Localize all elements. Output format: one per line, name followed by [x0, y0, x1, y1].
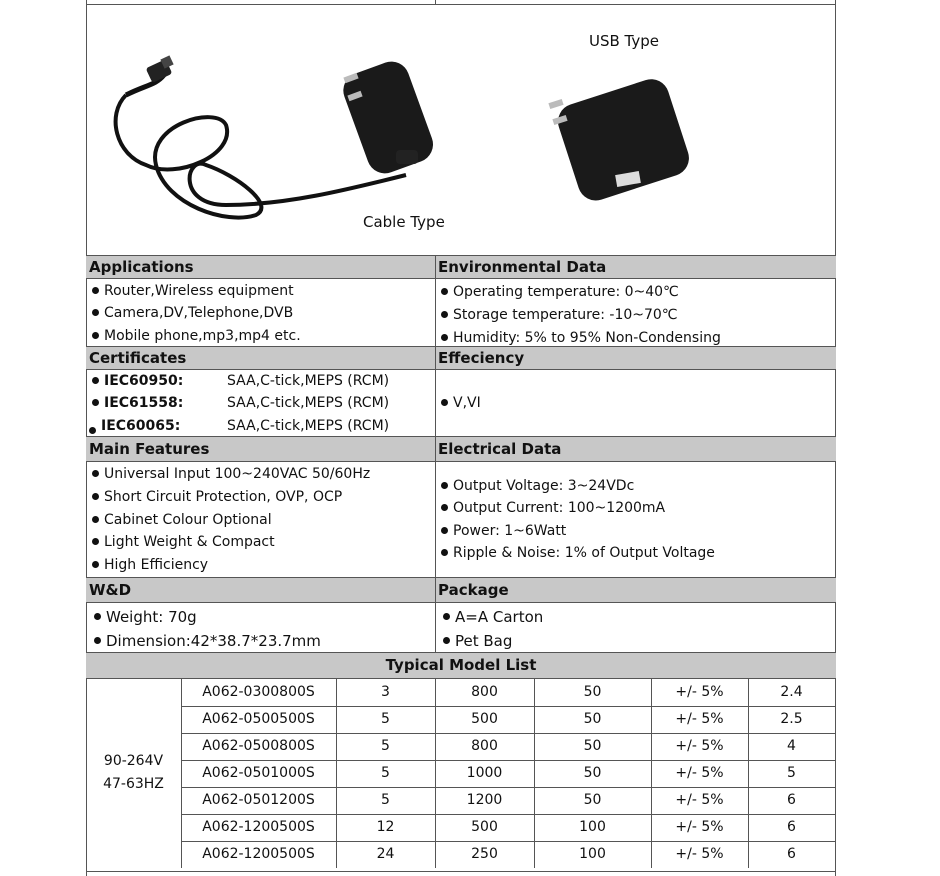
table-cell: 100	[579, 846, 606, 862]
package-heading: Package	[438, 581, 509, 599]
main-features-heading: Main Features	[89, 440, 210, 458]
model-number-cell: A062-0500500S	[202, 711, 315, 727]
model-number-cell: A062-0501200S	[202, 792, 315, 808]
top-divider	[435, 0, 436, 4]
table-cell: 500	[471, 819, 498, 835]
table-cell: 1200	[466, 792, 503, 808]
cable-adapter-image	[116, 55, 438, 217]
divider	[86, 652, 836, 653]
table-cell: 2.5	[780, 711, 803, 727]
table-cell: 250	[471, 846, 498, 862]
divider	[86, 602, 836, 603]
list-item: Humidity: 5% to 95% Non-Condensing	[441, 330, 721, 346]
certificate-marks: SAA,C-tick,MEPS (RCM)	[227, 418, 390, 434]
table-cell: +/- 5%	[675, 765, 724, 781]
certificate-item: IEC60950:	[92, 373, 183, 389]
column-divider	[435, 256, 436, 652]
certificate-item: IEC60065:	[89, 418, 180, 434]
list-item: Cabinet Colour Optional	[92, 512, 272, 528]
list-item: Camera,DV,Telephone,DVB	[92, 305, 293, 321]
table-cell: 5	[381, 765, 390, 781]
divider	[86, 577, 836, 578]
table-cell: 2.4	[780, 684, 803, 700]
list-item: Universal Input 100~240VAC 50/60Hz	[92, 466, 370, 482]
table-cell: +/- 5%	[675, 819, 724, 835]
table-cell: 50	[583, 711, 602, 727]
list-item: Dimension:42*38.7*23.7mm	[94, 632, 321, 650]
table-row-line	[181, 787, 836, 788]
table-cell: 5	[381, 738, 390, 754]
list-item: Operating temperature: 0~40℃	[441, 284, 679, 300]
table-cell: 50	[583, 792, 602, 808]
divider	[86, 255, 836, 256]
table-cell: 5	[381, 792, 390, 808]
list-item: Storage temperature: -10~70℃	[441, 307, 678, 323]
divider	[86, 871, 836, 872]
table-cell: +/- 5%	[675, 792, 724, 808]
table-cell: 1000	[466, 765, 503, 781]
table-cell: 6	[787, 792, 796, 808]
table-cell: +/- 5%	[675, 684, 724, 700]
input-voltage: 90-264V	[103, 753, 164, 769]
certificate-item: IEC61558:	[92, 395, 183, 411]
spec-sheet	[86, 0, 836, 876]
divider	[86, 436, 836, 437]
list-item: Mobile phone,mp3,mp4 etc.	[92, 328, 301, 344]
table-cell: +/- 5%	[675, 846, 724, 862]
cable-type-caption: Cable Type	[363, 213, 445, 231]
model-number-cell: A062-0300800S	[202, 684, 315, 700]
table-cell: 12	[376, 819, 395, 835]
product-photo	[86, 5, 836, 255]
table-cell: 50	[583, 738, 602, 754]
list-item: Power: 1~6Watt	[441, 523, 566, 539]
table-cell: 6	[787, 819, 796, 835]
table-cell: 100	[579, 819, 606, 835]
model-list-heading: Typical Model List	[385, 656, 537, 674]
list-item: Router,Wireless equipment	[92, 283, 294, 299]
table-row-line	[181, 706, 836, 707]
list-item: A=A Carton	[443, 608, 543, 626]
divider	[86, 346, 836, 347]
wd-heading: W&D	[89, 581, 132, 599]
environmental-heading: Environmental Data	[438, 258, 607, 276]
applications-heading: Applications	[89, 258, 194, 276]
list-item: Output Voltage: 3~24VDc	[441, 478, 634, 494]
list-item: Light Weight & Compact	[92, 534, 275, 550]
table-column-line	[835, 679, 836, 868]
list-item: Ripple & Noise: 1% of Output Voltage	[441, 545, 715, 561]
table-cell: 3	[381, 684, 390, 700]
list-item: Output Current: 100~1200mA	[441, 500, 665, 516]
table-cell: 5	[787, 765, 796, 781]
list-item: V,VI	[441, 395, 481, 411]
table-cell: +/- 5%	[675, 711, 724, 727]
list-item: Weight: 70g	[94, 608, 197, 626]
certificates-heading: Certificates	[89, 349, 187, 367]
divider	[86, 278, 836, 279]
table-cell: 50	[583, 765, 602, 781]
certificate-marks: SAA,C-tick,MEPS (RCM)	[227, 395, 390, 411]
table-cell: 24	[376, 846, 395, 862]
list-item: Pet Bag	[443, 632, 512, 650]
table-row-line	[181, 760, 836, 761]
table-row-line	[181, 814, 836, 815]
table-cell: 6	[787, 846, 796, 862]
table-row-line	[181, 733, 836, 734]
table-row-line	[181, 841, 836, 842]
input-frequency: 47-63HZ	[103, 776, 164, 792]
certificate-marks: SAA,C-tick,MEPS (RCM)	[227, 373, 390, 389]
table-cell: 800	[471, 738, 498, 754]
divider	[86, 369, 836, 370]
divider	[86, 678, 836, 679]
list-item: High Efficiency	[92, 557, 208, 573]
usb-type-caption: USB Type	[589, 32, 660, 50]
list-item: Short Circuit Protection, OVP, OCP	[92, 489, 342, 505]
table-cell: 50	[583, 684, 602, 700]
model-number-cell: A062-1200500S	[202, 846, 315, 862]
divider	[86, 461, 836, 462]
table-cell: 4	[787, 738, 796, 754]
model-number-cell: A062-1200500S	[202, 819, 315, 835]
table-cell: 800	[471, 684, 498, 700]
table-cell: +/- 5%	[675, 738, 724, 754]
usb-adapter-image	[548, 75, 693, 206]
efficiency-heading: Effeciency	[438, 349, 525, 367]
table-cell: 500	[471, 711, 498, 727]
model-number-cell: A062-0500800S	[202, 738, 315, 754]
electrical-heading: Electrical Data	[438, 440, 562, 458]
table-cell: 5	[381, 711, 390, 727]
model-number-cell: A062-0501000S	[202, 765, 315, 781]
